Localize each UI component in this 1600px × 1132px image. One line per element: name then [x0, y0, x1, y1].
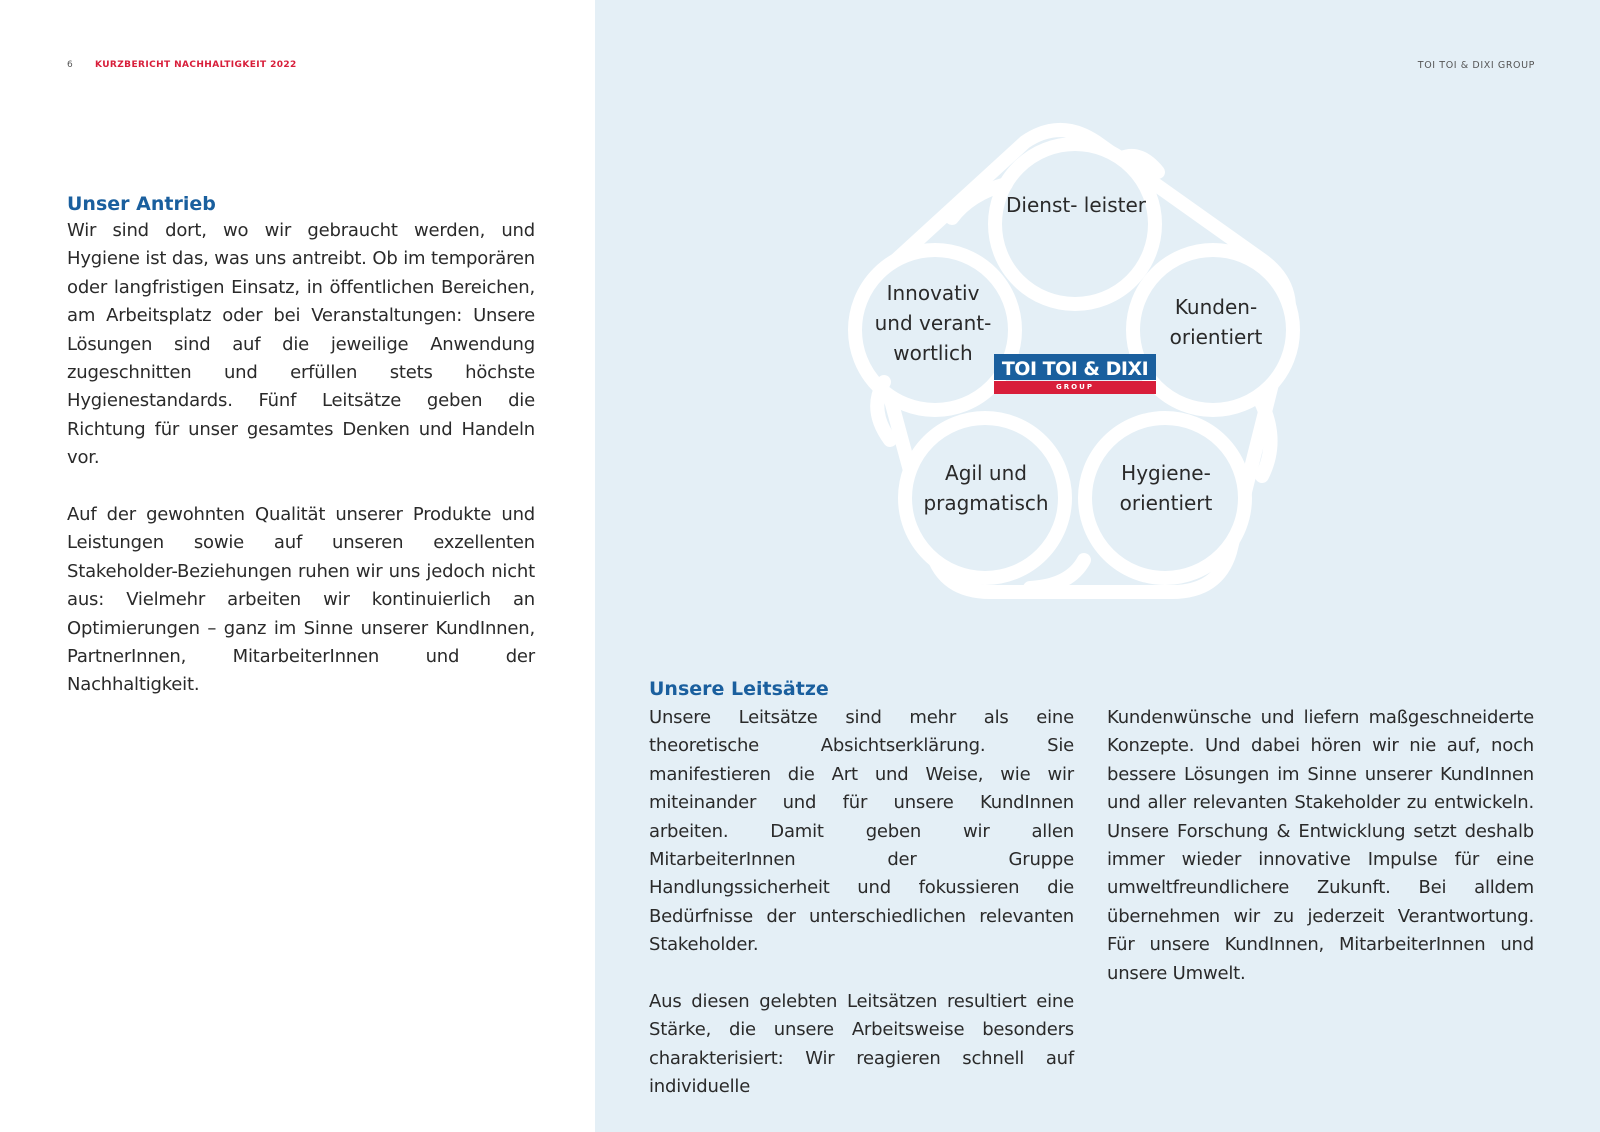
- petal-dienstleister: Dienst- leister: [1006, 193, 1146, 217]
- page-number: 6: [67, 60, 74, 70]
- antrieb-paragraph: Auf der gewohnten Qualität unserer Produkte und Leistungen sowie auf unseren exzellenten Stakeholder-Beziehungen ruhen wir uns jedoch nicht aus: Vielmehr arbeiten wir kontinuierlich an Optimierungen – ganz im Sinne unserer KundInnen, PartnerInnen, MitarbeiterInnen und der Nachhaltigkeit.: [67, 504, 535, 696]
- report-title: KURZBERICHT NACHHALTIGKEIT 2022: [95, 60, 297, 70]
- company-name: TOI TOI & DIXI GROUP: [1417, 60, 1535, 71]
- leitsaetze-heading: Unsere Leitsätze: [649, 678, 829, 700]
- leitsaetze-diagram: [820, 120, 1340, 610]
- petal-hygieneorientiert: Hygiene- orientiert: [1119, 461, 1213, 515]
- petal-kundenorientiert: Kunden- orientiert: [1169, 295, 1263, 349]
- leitsaetze-paragraph: Aus diesen gelebten Leitsätzen resultiert eine Stärke, die unsere Arbeitsweise besonders charakterisiert: Wir reagieren schnell auf individuelle: [649, 991, 1074, 1098]
- antrieb-body: [67, 217, 535, 700]
- antrieb-section: [67, 191, 535, 700]
- petal-agil-pragmatisch: Agil und pragmatisch: [923, 461, 1049, 515]
- leitsaetze-paragraph: Kundenwünsche und liefern maßgeschneiderte Konzepte. Und dabei hören wir nie auf, noch bessere Lösungen im Sinne unserer KundInnen und aller relevanten Stakeholder zu entwickeln. Unsere Forschung & Entwicklung setzt deshalb immer wieder innovative Impulse für eine umweltfreundlichere Zukunft. Bei alldem übernehmen wir zu jederzeit Verantwortung. Für unsere KundInnen, MitarbeiterInnen und unsere Umwelt.: [1107, 707, 1534, 984]
- logo-main-text: TOI TOI & DIXI: [994, 354, 1156, 380]
- company-logo: [994, 354, 1156, 396]
- leitsaetze-section-title: [649, 676, 1089, 702]
- antrieb-paragraph: Wir sind dort, wo wir gebraucht werden, und Hygiene ist das, was uns antreibt. Ob im temporären oder langfristigen Einsatz, in öffentlichen Bereichen, am Arbeitsplatz oder bei Veranstaltungen: Unsere Lösungen sind auf die jeweilige Anwendung zugeschnitten und erfüllen stets höchste Hygienestandards. Fünf Leitsätze geben die Richtung für unser gesamtes Denken und Handeln vor.: [67, 220, 535, 469]
- leitsaetze-paragraph: Unsere Leitsätze sind mehr als eine theoretische Absichtserklärung. Sie manifestieren die Art und Weise, wie wir miteinander und für unsere KundInnen arbeiten. Damit geben wir allen MitarbeiterInnen der Gruppe Handlungssicherheit und fokussieren die Bedürfnisse der unterschiedlichen relevanten Stakeholder.: [649, 707, 1074, 956]
- leitsaetze-column-2: [1107, 704, 1534, 988]
- antrieb-heading: Unser Antrieb: [67, 193, 216, 215]
- petal-innovativ: Innovativ und verant- wortlich: [874, 281, 992, 365]
- leitsaetze-column-1: [649, 704, 1074, 1102]
- logo-sub-text: GROUP: [994, 381, 1156, 394]
